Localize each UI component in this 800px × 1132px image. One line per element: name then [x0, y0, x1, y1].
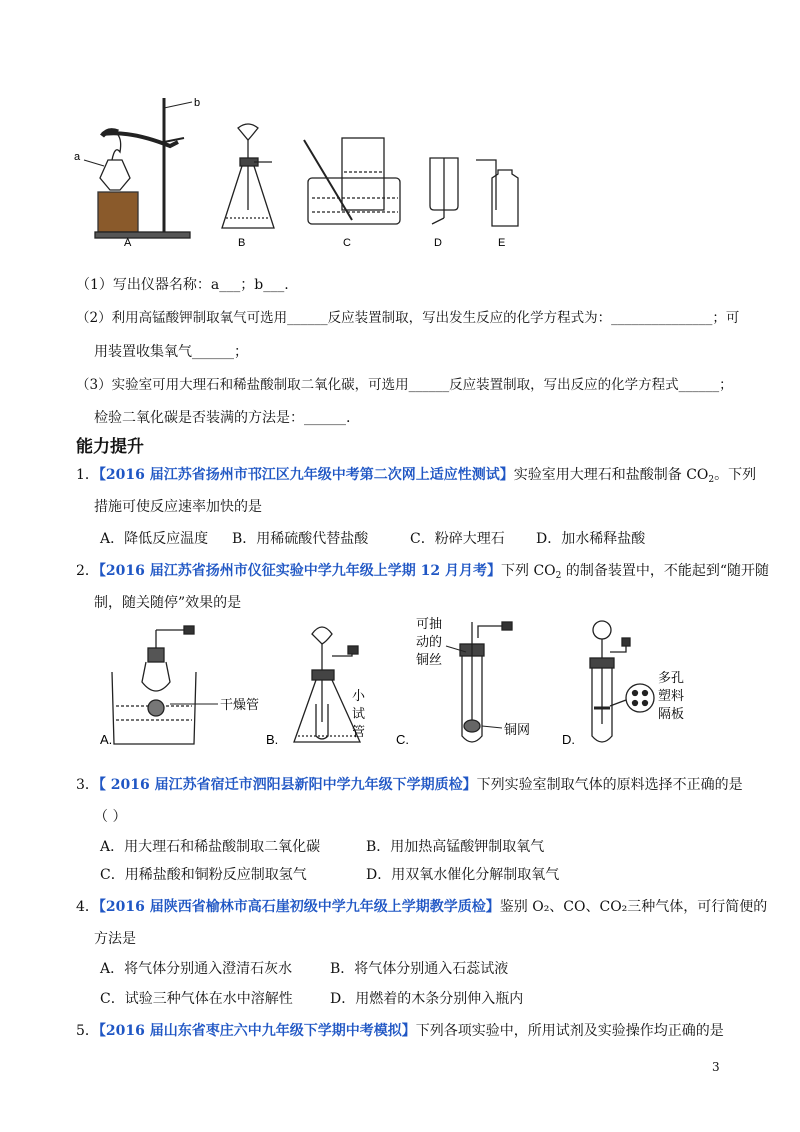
q1-stem-a: 实验室用大理石和盐酸制备 CO	[513, 467, 709, 483]
apparatus-b	[222, 124, 274, 228]
q2-fig-pull-2: 动的	[416, 634, 443, 649]
q3-option-a: A．用大理石和稀盐酸制取二氧化碳	[100, 839, 321, 855]
q4-number: 4．	[76, 899, 99, 915]
section-heading: 能力提升	[76, 437, 144, 457]
q1-stem	[76, 466, 756, 484]
q4-option-d: D．用燃着的木条分别伸入瓶内	[330, 991, 524, 1007]
fig1-label-d: D	[434, 237, 442, 249]
q2-stem-b: 的制备装置中，不能起到“随开随	[561, 563, 769, 579]
q4-stem-line2: 方法是	[94, 931, 136, 947]
q4-option-c: C．试验三种气体在水中溶解性	[100, 991, 293, 1007]
q5-stem-a: 下列各项实验中，所用试剂及实验操作均正确的是	[415, 1023, 724, 1039]
q3-stem	[76, 776, 743, 794]
q3-number: 3．	[76, 777, 99, 793]
apparatus-a	[95, 98, 190, 238]
q3-option-c: C．用稀盐酸和铜粉反应制取氢气	[100, 867, 307, 883]
q1-option-d: D．加水稀释盐酸	[536, 531, 646, 547]
q1-stem-sub: 2	[708, 475, 715, 485]
q2-apparatus-b	[294, 627, 360, 742]
q2-fig-small-tube-3: 管	[352, 724, 366, 739]
fig1-label-b: B	[238, 237, 246, 249]
callout-a: a	[74, 151, 81, 163]
q3-option-d: D．用双氧水催化分解制取氧气	[366, 867, 560, 883]
q2-fig-porous-3: 隔板	[658, 706, 685, 721]
q1-number: 1．	[76, 467, 99, 483]
q1-stem-b: 。下列	[714, 467, 757, 483]
intro-q2-line2: 用装置收集氧气______；	[94, 344, 248, 360]
fig1-label-e: E	[498, 237, 506, 249]
q3-stem-a: 下列实验室制取气体的原料选择不正确的是	[476, 777, 743, 793]
page-number: 3	[712, 1060, 720, 1074]
q3-option-b: B．用加热高锰酸钾制取氧气	[366, 839, 545, 855]
intro-q3-line1: （3）实验室可用大理石和稀盐酸制取二氧化碳，可选用______反应装置制取，写出反应的化学方程式______；	[76, 377, 733, 393]
q4-option-a: A．将气体分别通入澄清石灰水	[100, 961, 293, 977]
apparatus-figure-1	[60, 90, 540, 250]
q5-source: 【2016 届山东省枣庄六中九年级下学期中考模拟】	[98, 1023, 416, 1039]
fig1-label-c: C	[343, 237, 351, 249]
q2-fig-small-tube-1: 小	[352, 688, 366, 703]
q4-source: 【2016 届陕西省榆林市高石崖初级中学九年级上学期教学质检】	[98, 899, 500, 915]
q2-fig-porous-1: 多孔	[658, 670, 685, 685]
intro-q1: （1）写出仪器名称：a___；b___.	[76, 277, 289, 293]
q1-option-c: C．粉碎大理石	[410, 531, 505, 547]
q2-fig-pull-3: 铜丝	[416, 652, 443, 667]
q2-fig-label-a: A.	[100, 732, 113, 747]
q2-stem-sub: 2	[555, 571, 562, 581]
intro-q2-line1: （2）利用高锰酸钾制取氧气可选用______反应装置制取，写出发生反应的化学方程式为：_______________；可	[76, 310, 740, 326]
q2-fig-label-b: B.	[266, 732, 279, 747]
q3-source: 【 2016 届江苏省宿迁市泗阳县新阳中学九年级下学期质检】	[98, 777, 477, 793]
q2-fig-dry-tube: 干燥管	[220, 697, 260, 712]
q2-apparatus-d	[590, 621, 654, 742]
apparatus-e	[476, 160, 518, 226]
q1-option-a: A．降低反应温度	[100, 531, 209, 547]
q4-stem	[76, 898, 767, 916]
fig1-label-a: A	[124, 237, 132, 249]
q1-source: 【2016 届江苏省扬州市邗江区九年级中考第二次网上适应性测试】	[98, 467, 514, 483]
q5-number: 5．	[76, 1023, 99, 1039]
apparatus-figure-2	[90, 612, 730, 762]
q2-source: 【2016 届江苏省扬州市仪征实验中学九年级上学期 12 月月考】	[98, 563, 501, 579]
q2-fig-label-d: D.	[562, 732, 575, 747]
q1-option-b: B．用稀硫酸代替盐酸	[232, 531, 369, 547]
q1-stem-line2: 措施可使反应速率加快的是	[94, 499, 262, 515]
apparatus-c	[304, 138, 400, 224]
q3-stem-line2: （ ）	[94, 809, 127, 825]
apparatus-d	[430, 158, 458, 224]
q2-stem	[76, 562, 769, 580]
q2-fig-copper-net: 铜网	[504, 722, 531, 737]
q2-stem-a: 下列 CO	[501, 563, 556, 579]
q5-stem	[76, 1022, 724, 1040]
intro-q3-line2: 检验二氧化碳是否装满的方法是：______.	[94, 410, 351, 426]
q2-fig-pull-1: 可抽	[416, 616, 443, 631]
q4-stem-a: 鉴别 O₂、CO、CO₂三种气体，可行简便的	[499, 899, 768, 915]
q4-option-b: B．将气体分别通入石蕊试液	[330, 961, 509, 977]
q2-number: 2．	[76, 563, 99, 579]
q2-apparatus-a	[112, 626, 196, 744]
q2-fig-label-c: C.	[396, 732, 409, 747]
q2-fig-porous-2: 塑料	[658, 688, 685, 703]
q2-stem-line2: 制，随关随停”效果的是	[94, 595, 242, 611]
callout-b: b	[194, 97, 201, 109]
q2-fig-small-tube-2: 试	[352, 706, 366, 721]
